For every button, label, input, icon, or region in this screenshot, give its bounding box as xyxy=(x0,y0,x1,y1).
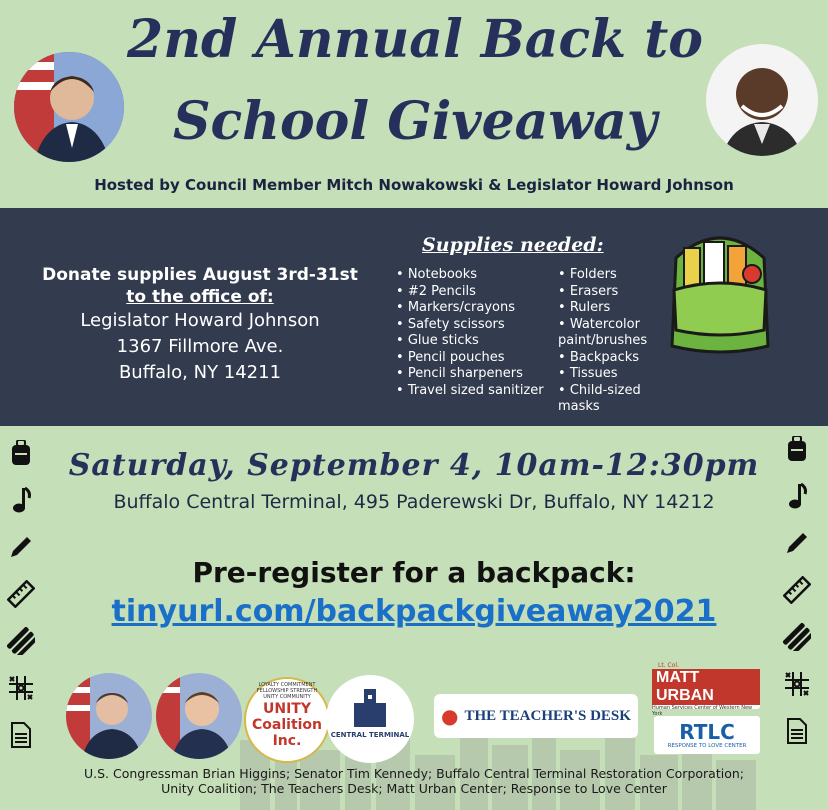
portrait-mitch-nowakowski xyxy=(14,52,124,162)
donate-street: 1367 Fillmore Ave. xyxy=(116,336,284,357)
donate-office-label: to the office of: xyxy=(126,287,274,307)
unity-ring-text: LOYALTY COMMITMENT FELLOWSHIP STRENGTH UNITY COMMUNITY xyxy=(256,682,318,700)
credits-line-2: Unity Coalition; The Teachers Desk; Matt Urban Center; Response to Love Center xyxy=(161,781,667,796)
supply-item: • Travel sized sanitizer xyxy=(396,383,556,400)
preregister-link[interactable]: tinyurl.com/backpackgiveaway2021 xyxy=(111,594,717,629)
supply-item: • Folders xyxy=(558,267,670,284)
matt-urban-rank: Lt. Col. xyxy=(658,661,679,669)
rtlc-logo xyxy=(654,716,760,754)
portrait-brian-higgins xyxy=(66,673,152,759)
donate-city: Buffalo, NY 14211 xyxy=(118,362,282,383)
event-datetime: Saturday, September 4, 10am-12:30pm xyxy=(68,448,760,483)
sponsor-credits xyxy=(40,766,788,796)
supply-item: • Pencil sharpeners xyxy=(396,366,556,383)
crayons-icon xyxy=(4,624,38,658)
matt-urban-logo xyxy=(652,661,760,717)
apple-icon: ● xyxy=(441,704,459,728)
matt-urban-text: MATT URBAN xyxy=(652,669,760,705)
supply-item: • Backpacks xyxy=(558,350,670,367)
supply-item: • Tissues xyxy=(558,366,670,383)
donate-dates: Donate supplies August 3rd-31st xyxy=(42,265,358,285)
hosted-by: Hosted by Council Member Mitch Nowakowski & Legislator Howard Johnson xyxy=(94,176,734,194)
supplies-list-2 xyxy=(558,267,670,416)
title-line-1: 2nd Annual Back to xyxy=(127,9,703,70)
teachers-desk-logo xyxy=(434,694,638,738)
supply-item: • Pencil pouches xyxy=(396,350,556,367)
central-terminal-text: CENTRAL TERMINAL xyxy=(330,731,410,739)
supplies-title: Supplies needed: xyxy=(422,234,604,256)
credits-line-1: U.S. Congressman Brian Higgins; Senator Tim Kennedy; Buffalo Central Terminal Restoration Corporation; xyxy=(84,766,744,781)
supply-item: • Safety scissors xyxy=(396,317,556,334)
event-venue: Buffalo Central Terminal, 495 Paderewski Dr, Buffalo, NY 14212 xyxy=(113,491,715,513)
supply-item: • Rulers xyxy=(558,300,670,317)
title-line-2: School Giveaway xyxy=(172,91,658,152)
pencil-icon xyxy=(780,526,814,560)
portrait-howard-johnson xyxy=(706,44,818,156)
unity-coalition-logo xyxy=(244,677,330,763)
supply-item: • Markers/crayons xyxy=(396,300,556,317)
portrait-tim-kennedy xyxy=(156,673,242,759)
supplies-list-1 xyxy=(396,267,556,399)
backpack-illustration xyxy=(656,218,784,358)
tic-tac-toe-icon xyxy=(780,667,814,701)
rtlc-text: RTLC xyxy=(679,720,735,744)
central-terminal-logo xyxy=(326,675,414,763)
teachers-desk-text: THE TEACHER'S DESK xyxy=(464,707,631,724)
supply-item: • Glue sticks xyxy=(396,333,556,350)
rtlc-sub: RESPONSE TO LOVE CENTER xyxy=(667,743,747,749)
donate-block xyxy=(30,264,370,386)
supply-item: • #2 Pencils xyxy=(396,284,556,301)
preregister-heading: Pre-register for a backpack: xyxy=(192,556,636,589)
supply-item: • Erasers xyxy=(558,284,670,301)
supply-item: • Watercolor paint/brushes xyxy=(558,317,670,350)
supply-item: • Child-sized masks xyxy=(558,383,670,416)
donate-office-name: Legislator Howard Johnson xyxy=(80,310,320,331)
supply-item: • Notebooks xyxy=(396,267,556,284)
matt-urban-sub: Human Services Center of Western New York xyxy=(652,704,753,717)
unity-logo-text: UNITY Coalition Inc. xyxy=(252,701,323,749)
